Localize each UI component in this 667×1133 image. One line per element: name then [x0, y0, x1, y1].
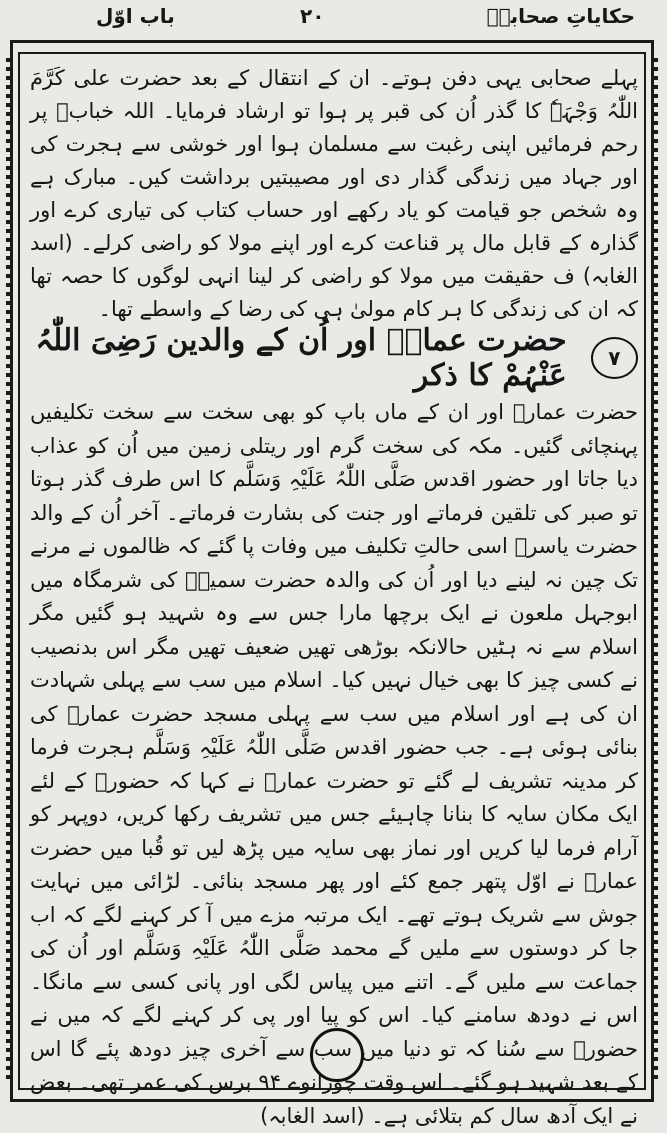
page-end-ornament	[310, 1028, 364, 1082]
section-title: حضرت عمارؓ اور اُن کے والدین رَضِیَ اللّٰہُ عَنْہُمْ کا ذکر	[35, 323, 567, 393]
book-title: حکایاتِ صحابہؓ	[486, 4, 635, 28]
page-number: ۲۰	[300, 4, 325, 28]
passage-khabbab-text: پہلے صحابی یہی دفن ہوتے۔ ان کے انتقال کے بعد حضرت علی کَرَّمَ اللّٰہُ وَجْہَہٗ کا گذر اُن کی قبر پر ہوا تو ارشاد فرمایا۔ اللہ خبابؓ پر رحم فرمائیں اپنی رغبت سے مسلمان ہوا اور خوشی سے ہجرت کی اور جہاد میں زندگی گذار دی اور مصیبتیں برداشت کیں۔ مبارک ہے وہ شخص جو قیامت کو یاد رکھے اور حساب کتاب کی تیاری کرے اور گذارہ کے قابل مال پر قناعت کرے اور اپنے مولا کو راضی کرلے۔ (اسد الغابہ) ف حقیقت میں مولا کو راضی کر لینا انہی لوگوں کا حصہ تھا کہ ان کی زندگی کا ہر کام مولیٰ ہی کی رضا کے واسطے تھا۔	[30, 66, 638, 321]
running-head	[0, 0, 667, 38]
passage-ammar	[30, 396, 638, 1133]
section-number-badge: ۷	[591, 337, 638, 379]
passage-khabbab	[30, 62, 638, 326]
passage-ammar-text: حضرت عمارؓ اور ان کے ماں باپ کو بھی سخت سے سخت تکلیفیں پہنچائی گئیں۔ مکہ کی سخت گرم اور ریتلی زمین میں اُن کو عذاب دیا جاتا اور حضور اقدس صَلَّی اللّٰہُ عَلَیْہِ وَسَلَّم کا اس طرف گذر ہوتا تو صبر کی تلقین فرماتے اور جنت کی بشارت فرماتے۔ آخر اُن کے والد حضرت یاسرؓ اسی حالتِ تکلیف میں وفات پا گئے کہ ظالموں نے مرنے تک چین نہ لینے دیا اور اُن کی والدہ حضرت سمیہؓ کی شرمگاہ میں ابوجہل ملعون نے ایک برچھا مارا جس سے وہ شہید ہو گئیں مگر اسلام سے نہ ہٹیں حالانکہ بوڑھی تھیں ضعیف تھیں مگر اس بدنصیب نے کسی چیز کا بھی خیال نہیں کیا۔ اسلام میں سب سے پہلی شہادت ان کی ہے اور اسلام میں سب سے پہلی مسجد حضرت عمارؓ کی بنائی ہوئی ہے۔ جب حضور اقدس صَلَّی اللّٰہُ عَلَیْہِ وَسَلَّم ہجرت فرما کر مدینہ تشریف لے گئے تو حضرت عمارؓ نے کہا کہ حضورؐ کے لئے ایک مکان سایہ کا بنانا چاہیئے جس میں تشریف رکھا کریں، دوپہر کو آرام فرما لیا کریں اور نماز بھی سایہ میں پڑھ لیں تو قُبا میں حضرت عمارؓ نے اوّل پتھر جمع کئے اور پھر مسجد بنائی۔ لڑائی میں نہایت جوش سے شریک ہوتے تھے۔ ایک مرتبہ مزے میں آ کر کہنے لگے کہ اب جا کر دوستوں سے ملیں گے محمد صَلَّی اللّٰہُ عَلَیْہِ وَسَلَّم اور اُن کی جماعت سے ملیں گے۔ اتنے میں پیاس لگی اور پانی کسی سے مانگا۔ اس نے دودھ سامنے کیا۔ اس کو پیا اور پی کر کہنے لگے کہ میں نے حضورؐ سے سُنا کہ تو دنیا میں سب سے آخری چیز دودھ پئے گا اس کے بعد شہید ہو گئے۔ اس وقت چورانوے ۹۴ برس کی عمر تھی۔ بعض نے ایک آدھ سال کم بتلائی ہے۔ (اسد الغابہ)	[30, 400, 638, 1128]
section-heading	[30, 323, 638, 393]
chapter-title: باب اوّل	[96, 4, 175, 28]
